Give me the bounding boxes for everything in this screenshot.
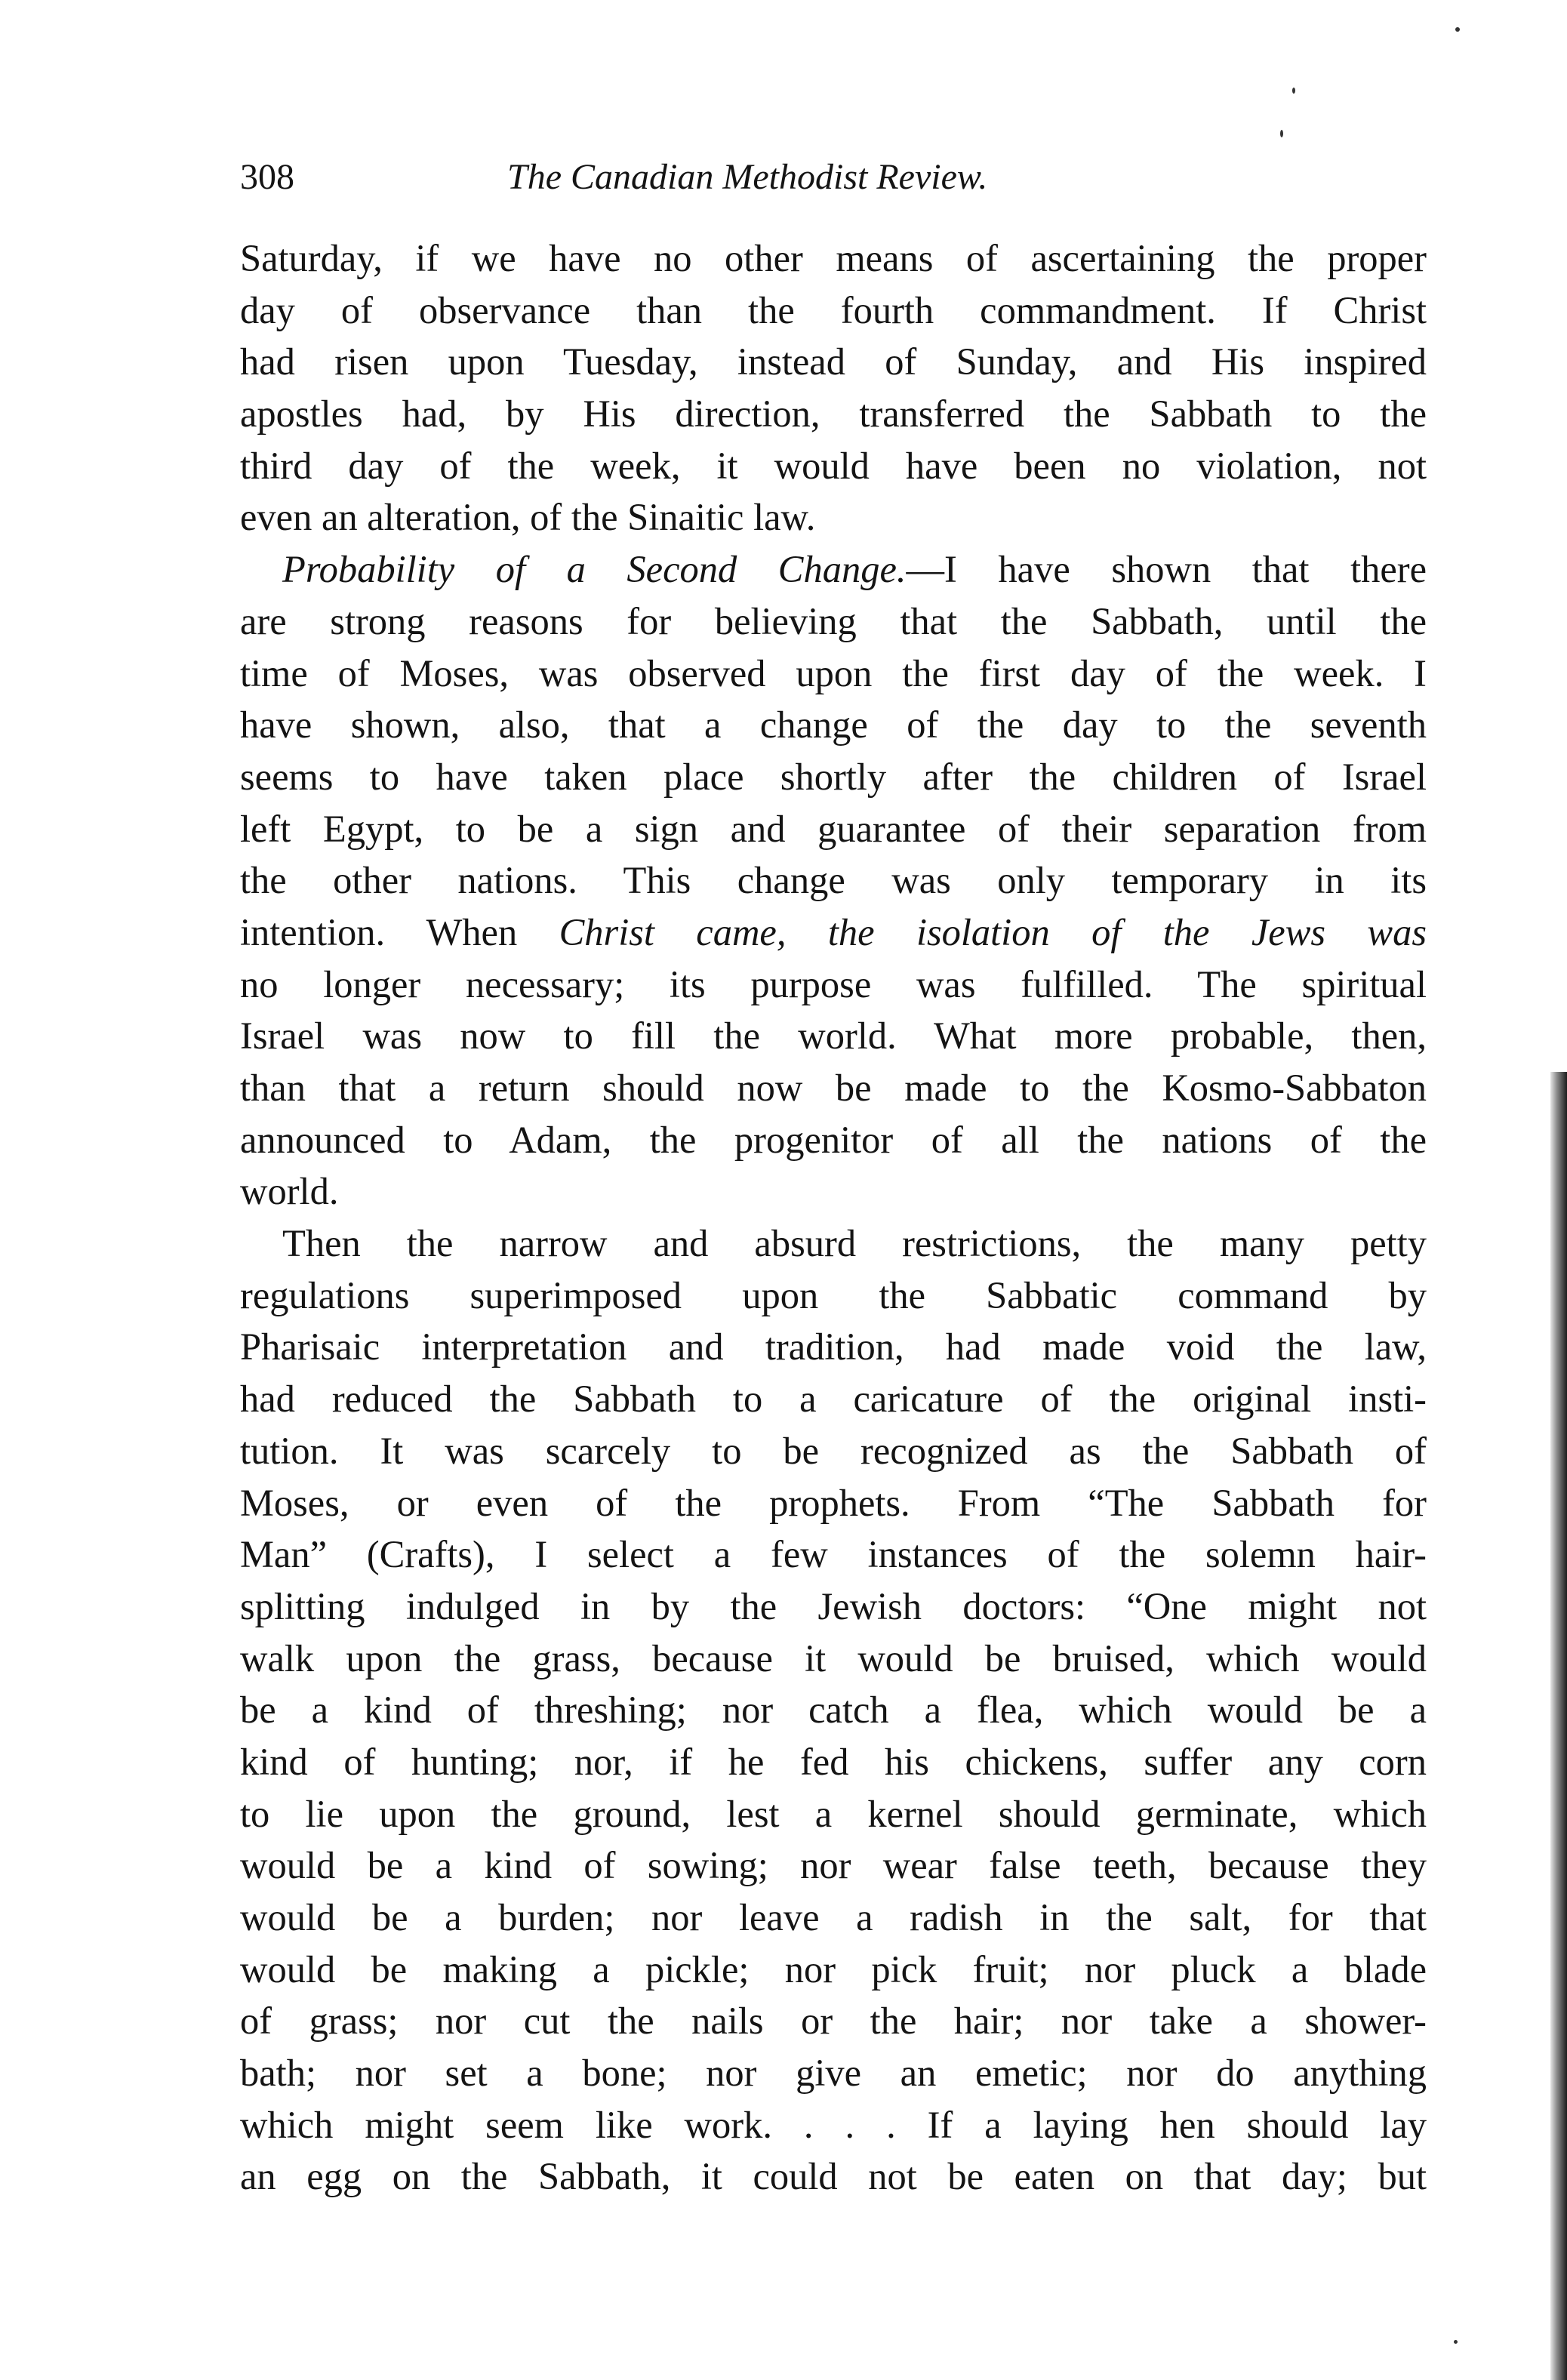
text-line: tution. It was scarcely to be recognized as the Sabbath of [240, 1429, 1427, 1472]
article-body [240, 232, 1427, 2203]
scan-speck [1455, 27, 1460, 32]
text-line: day of observance than the fourth commandment. If Christ [240, 288, 1427, 331]
text-line: Israel was now to fill the world. What more probable, then, [240, 1015, 1427, 1058]
text-line: would be a kind of sowing; nor wear false teeth, because they [240, 1844, 1427, 1887]
text-line: of grass; nor cut the nails or the hair; nor take a shower- [240, 2000, 1427, 2043]
text-line: regulations superimposed upon the Sabbatic command by [240, 1273, 1427, 1316]
text-line: bath; nor set a bone; nor give an emetic; nor do anything [240, 2052, 1427, 2095]
text-line: the other nations. This change was only temporary in its [240, 859, 1427, 902]
text-line: Then the narrow and absurd restrictions, the many petty [282, 1222, 1427, 1265]
text-line: world. [240, 1170, 339, 1213]
text-line: splitting indulged in by the Jewish doctors: “One might not [240, 1584, 1427, 1627]
section-heading: Probability of a Second Change. [282, 548, 907, 591]
text-line: would be making a pickle; nor pick fruit; nor pluck a blade [240, 1947, 1427, 1991]
text-line: walk upon the grass, because it would be bruised, which would [240, 1636, 1427, 1680]
text-line: be a kind of threshing; nor catch a flea, which would be a [240, 1689, 1427, 1732]
text-line: no longer necessary; its purpose was fulfilled. The spiritual [240, 962, 1427, 1005]
text-line [240, 907, 1427, 959]
text-line: seems to have taken place shortly after the children of Israel [240, 755, 1427, 798]
text-line: time of Moses, was observed upon the first day of the week. I [240, 651, 1427, 694]
text-line: kind of hunting; nor, if he fed his chickens, suffer any corn [240, 1740, 1427, 1783]
text-line: left Egypt, to be a sign and guarantee of their separation from [240, 807, 1427, 850]
text-line: Man” (Crafts), I select a few instances of the solemn hair- [240, 1533, 1427, 1576]
text-line [240, 543, 1427, 596]
paragraph-3 [240, 1218, 1427, 2203]
text-fragment: intention. When [240, 910, 518, 953]
text-line: had risen upon Tuesday, instead of Sunday, and His inspired [240, 340, 1427, 383]
text-line: announced to Adam, the progenitor of all the nations of the [240, 1118, 1427, 1161]
page-number: 308 [240, 157, 294, 197]
text-line: Saturday, if we have no other means of ascertaining the proper [240, 237, 1427, 279]
text-line: apostles had, by His direction, transferred the Sabbath to the [240, 393, 1427, 436]
text-line: had reduced the Sabbath to a caricature of the original insti- [240, 1378, 1427, 1421]
text-line: than that a return should now be made to the Kosmo-Sabbaton [240, 1067, 1427, 1109]
text-fragment: —I have shown that there [906, 548, 1427, 591]
text-line: Pharisaic interpretation and tradition, had made void the law, [240, 1325, 1427, 1369]
text-line: which might seem like work. . . . If a laying hen should lay [240, 2103, 1427, 2146]
text-line: to lie upon the ground, lest a kernel should germinate, which [240, 1792, 1427, 1835]
scan-binding-edge [1550, 1072, 1567, 2380]
scan-speck [1454, 2340, 1458, 2344]
text-line: third day of the week, it would have been no violation, not [240, 444, 1427, 487]
journal-title: The Canadian Methodist Review. [507, 157, 988, 197]
text-line: are strong reasons for believing that the Sabbath, until the [240, 599, 1427, 642]
text-line: have shown, also, that a change of the day to the seventh [240, 704, 1427, 747]
text-line: Moses, or even of the prophets. From “The Sabbath for [240, 1481, 1427, 1524]
paragraph-2 [240, 543, 1427, 1218]
text-line: even an alteration, of the Sinaitic law. [240, 496, 816, 539]
text-line: an egg on the Sabbath, it could not be eaten on that day; but [240, 2155, 1427, 2198]
scan-speck [1292, 88, 1295, 94]
scan-speck [1280, 130, 1283, 137]
paragraph-1 [240, 232, 1427, 543]
text-line: would be a burden; nor leave a radish in the salt, for that [240, 1896, 1427, 1938]
running-head [240, 151, 1214, 204]
italic-text: Christ came, the isolation of the Jews was [559, 910, 1427, 953]
